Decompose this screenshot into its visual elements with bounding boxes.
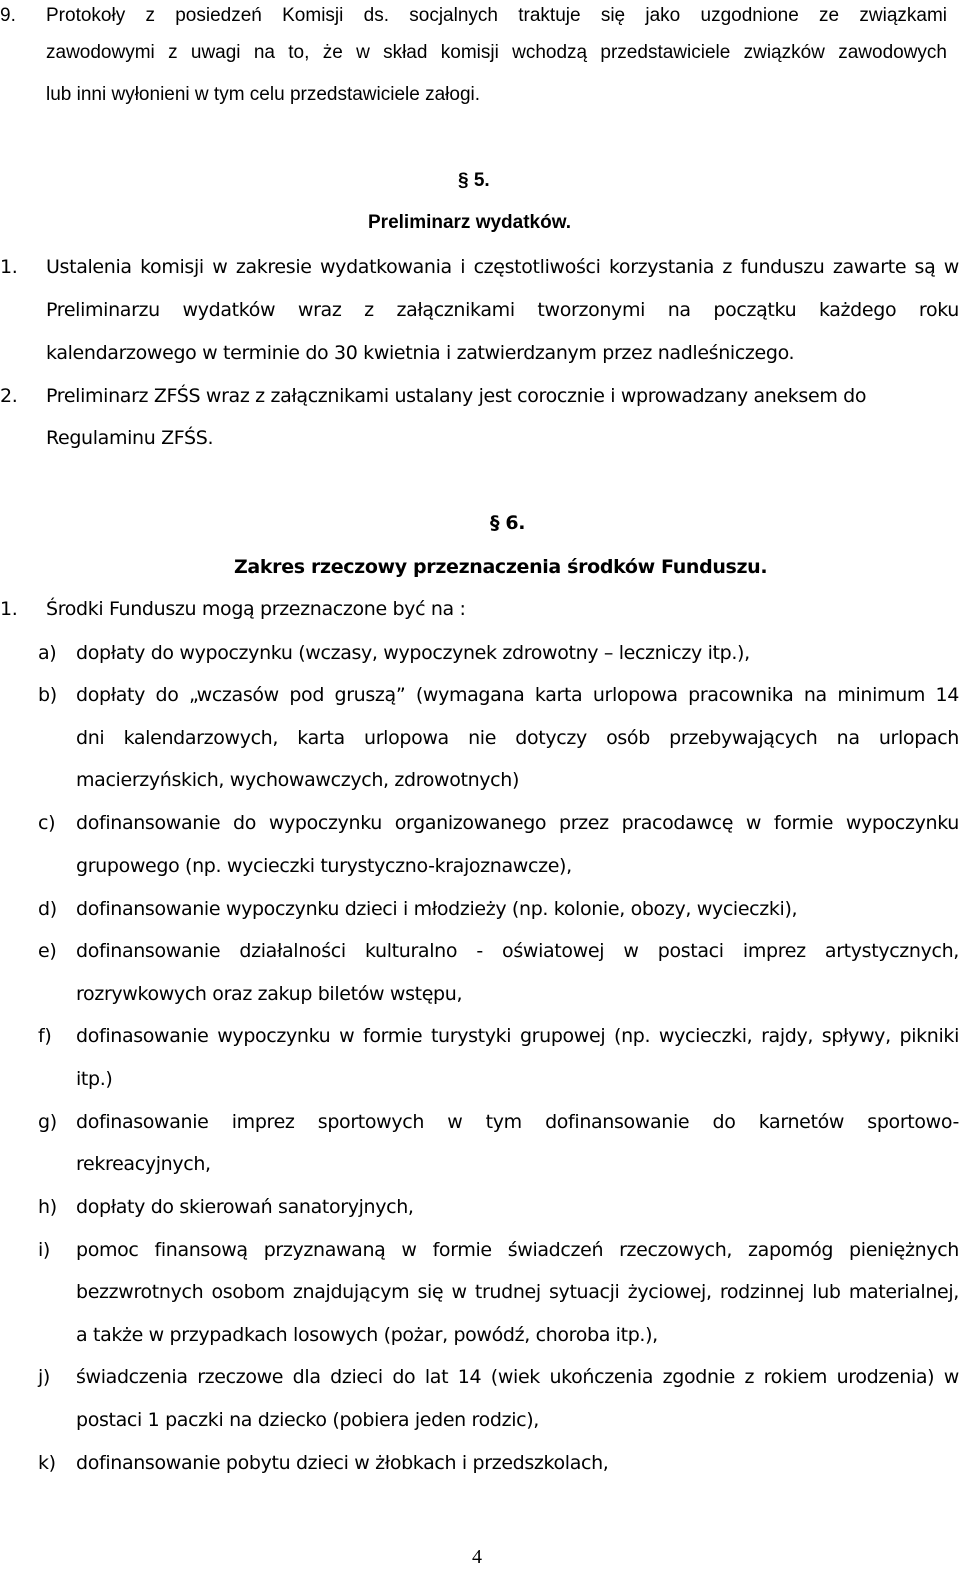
list-letter: d) xyxy=(38,898,57,920)
intro-line: zawodowymi z uwagi na to, że w skład komisji wchodzą przedstawiciele związków zawodowych xyxy=(46,42,947,63)
list-item-line: dni kalendarzowych, karta urlopowa nie dotyczy osób przebywających na urlopach xyxy=(76,727,959,749)
list-letter: h) xyxy=(38,1196,57,1218)
list-letter: b) xyxy=(38,684,57,706)
list-item-line: a także w przypadkach losowych (pożar, powódź, choroba itp.), xyxy=(76,1324,658,1346)
list-item-line: dopłaty do „wczasów pod gruszą” (wymagana karta urlopowa pracownika na minimum 14 xyxy=(76,684,959,706)
intro-line: Protokoły z posiedzeń Komisji ds. socjalnych traktuje się jako uzgodnione ze związkami xyxy=(46,5,947,26)
list-letter: g) xyxy=(38,1111,57,1133)
section-5-item-number: 2. xyxy=(0,385,18,407)
section-5-item-line: Preliminarz ZFŚS wraz z załącznikami ustalany jest corocznie i wprowadzany aneksem do xyxy=(46,385,867,407)
list-item-line: dofinansowanie do wypoczynku organizowanego przez pracodawcę w formie wypoczynku xyxy=(76,812,959,834)
list-item-line: dopłaty do wypoczynku (wczasy, wypoczynek zdrowotny – leczniczy itp.), xyxy=(76,642,750,664)
list-item-line: dofinasowanie wypoczynku w formie turystyki grupowej (np. wycieczki, rajdy, spływy, pikniki xyxy=(76,1025,959,1047)
list-item-line: świadczenia rzeczowe dla dzieci do lat 14 (wiek ukończenia zgodnie z rokiem urodzenia) w xyxy=(76,1366,959,1388)
list-letter: c) xyxy=(38,812,56,834)
list-item-line: dofinansowanie pobytu dzieci w żłobkach i przedszkolach, xyxy=(76,1452,609,1474)
section-5-heading: § 5. xyxy=(458,170,490,191)
list-item-line: itp.) xyxy=(76,1068,113,1090)
list-item-line: postaci 1 paczki na dziecko (pobiera jeden rodzic), xyxy=(76,1409,539,1431)
list-item-line: grupowego (np. wycieczki turystyczno-krajoznawcze), xyxy=(76,855,572,877)
list-letter: e) xyxy=(38,940,57,962)
list-item-line: dopłaty do skierowań sanatoryjnych, xyxy=(76,1196,414,1218)
section-5-item-line: Preliminarzu wydatków wraz z załącznikami tworzonymi na początku każdego roku xyxy=(46,299,959,321)
section-5-title: Preliminarz wydatków. xyxy=(368,212,572,233)
list-item-line: rozrywkowych oraz zakup biletów wstępu, xyxy=(76,983,463,1005)
section-5-item-line: Regulaminu ZFŚS. xyxy=(46,427,214,449)
list-letter: k) xyxy=(38,1452,56,1474)
list-item-line: dofinansowanie wypoczynku dzieci i młodzieży (np. kolonie, obozy, wycieczki), xyxy=(76,898,798,920)
list-letter: i) xyxy=(38,1239,50,1261)
list-item-line: bezzwrotnych osobom znajdującym się w trudnej sytuacji życiowej, rodzinnej lub materialnej, xyxy=(76,1281,959,1303)
section-6-title: Zakres rzeczowy przeznaczenia środków Funduszu. xyxy=(234,556,768,578)
intro-line: lub inni wyłonieni w tym celu przedstawiciele załogi. xyxy=(46,84,481,105)
section-5-item-line: Ustalenia komisji w zakresie wydatkowania i częstotliwości korzystania z funduszu zawarte są w xyxy=(46,256,959,278)
list-item-line: dofinasowanie imprez sportowych w tym dofinansowanie do karnetów sportowo- xyxy=(76,1111,959,1133)
section-6-heading: § 6. xyxy=(490,512,526,534)
section-5-item-line: kalendarzowego w terminie do 30 kwietnia i zatwierdzanym przez nadleśniczego. xyxy=(46,342,795,364)
list-item-line: pomoc finansową przyznawaną w formie świadczeń rzeczowych, zapomóg pieniężnych xyxy=(76,1239,959,1261)
list-letter: f) xyxy=(38,1025,52,1047)
list-item-line: macierzyńskich, wychowawczych, zdrowotnych) xyxy=(76,769,520,791)
list-item-line: dofinansowanie działalności kulturalno - oświatowej w postaci imprez artystycznych, xyxy=(76,940,959,962)
list-letter: j) xyxy=(38,1366,50,1388)
list-letter: a) xyxy=(38,642,57,664)
page-number: 4 xyxy=(472,1546,482,1568)
intro-number: 9. xyxy=(0,5,16,26)
section-6-item-number: 1. xyxy=(0,598,18,620)
list-item-line: rekreacyjnych, xyxy=(76,1153,211,1175)
section-5-item-number: 1. xyxy=(0,256,18,278)
section-6-item-text: Środki Funduszu mogą przeznaczone być na : xyxy=(46,598,466,620)
